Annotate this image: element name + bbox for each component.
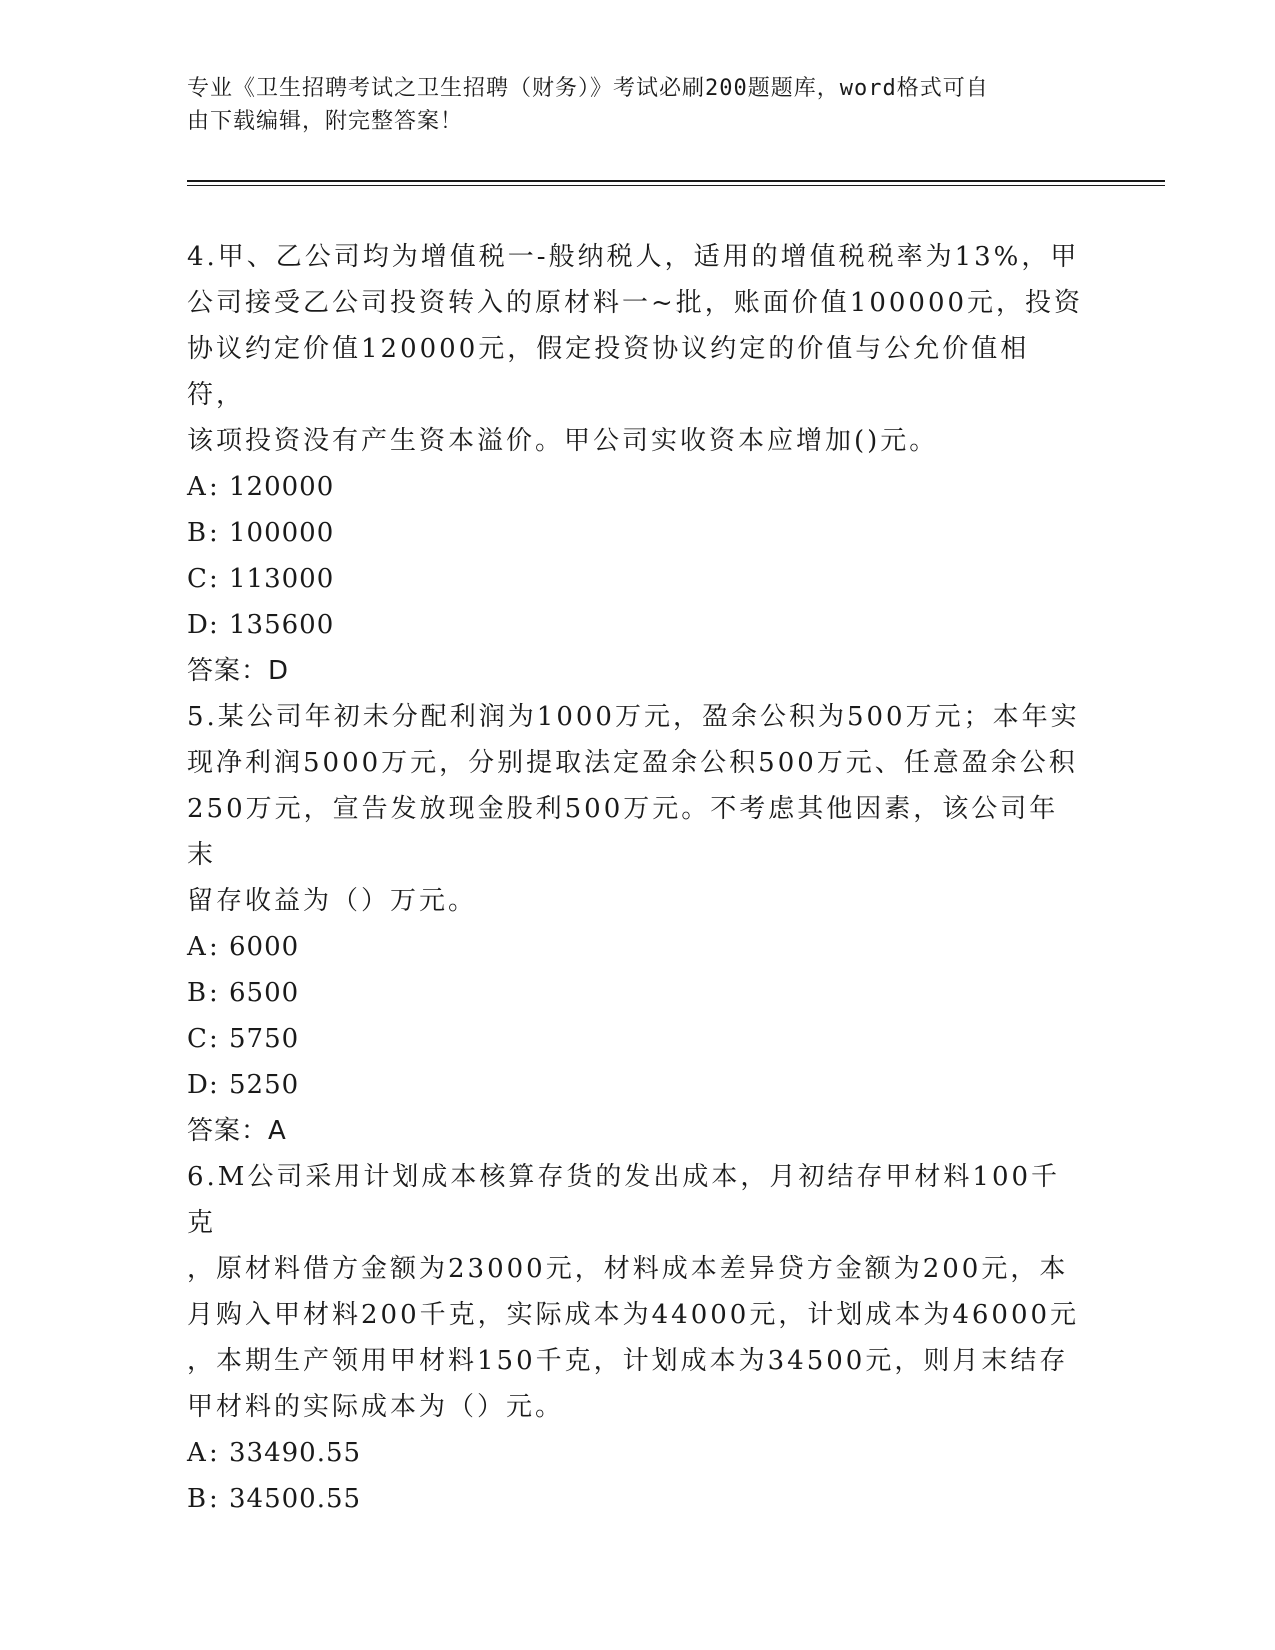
question-line: 留存收益为（）万元。 xyxy=(187,886,478,916)
option-text: 6500 xyxy=(229,978,300,1008)
question-line: 250万元，宣告发放现金股利500万元。不考虑其他因素，该公司年末 xyxy=(187,794,1059,870)
option-c: C: 5750 xyxy=(187,1024,300,1054)
header-divider-thin xyxy=(187,185,1165,186)
option-text: 34500.55 xyxy=(229,1484,362,1514)
question-5 xyxy=(187,694,1087,1154)
question-line: 公司接受乙公司投资转入的原材料一~批，账面价值100000元，投资 xyxy=(187,288,1084,318)
option-b: B: 6500 xyxy=(187,978,300,1008)
option-a: A: 6000 xyxy=(187,932,300,962)
option-text: 113000 xyxy=(229,564,335,594)
option-text: 100000 xyxy=(229,518,335,548)
option-text: 6000 xyxy=(229,932,300,962)
option-d: D: 5250 xyxy=(187,1070,300,1100)
question-4 xyxy=(187,234,1087,694)
question-6 xyxy=(187,1154,1087,1522)
option-b: B: 100000 xyxy=(187,518,335,548)
question-line: 月购入甲材料200千克，实际成本为44000元，计划成本为46000元 xyxy=(187,1300,1080,1330)
option-a: A: 120000 xyxy=(187,472,335,502)
header-line-2: 由下载编辑，附完整答案！ xyxy=(187,109,464,134)
answer-line: 答案：A xyxy=(187,1116,287,1146)
option-text: 135600 xyxy=(229,610,335,640)
option-c: C: 113000 xyxy=(187,564,335,594)
question-line: 4.甲、乙公司均为增值税一-般纳税人，适用的增值税税率为13%，甲 xyxy=(187,242,1080,272)
question-line: 6.M公司采用计划成本核算存货的发出成本，月初结存甲材料100千克 xyxy=(187,1162,1061,1238)
header-line-1: 专业《卫生招聘考试之卫生招聘（财务）》考试必刷200题题库，word格式可自 xyxy=(187,76,989,101)
question-line: ，原材料借方金额为23000元，材料成本差异贷方金额为200元，本 xyxy=(187,1254,1069,1284)
document-header xyxy=(187,72,1067,138)
question-line: 该项投资没有产生资本溢价。甲公司实收资本应增加()元。 xyxy=(187,426,939,456)
option-text: 33490.55 xyxy=(229,1438,362,1468)
answer-line: 答案：D xyxy=(187,656,290,686)
option-text: 5250 xyxy=(229,1070,300,1100)
question-line: 现净利润5000万元，分别提取法定盈余公积500万元、任意盈余公积 xyxy=(187,748,1078,778)
option-text: 5750 xyxy=(229,1024,300,1054)
question-line: 甲材料的实际成本为（）元。 xyxy=(187,1392,565,1422)
option-a: A: 33490.55 xyxy=(187,1438,362,1468)
header-divider-thick xyxy=(187,180,1165,182)
question-line: 5.某公司年初未分配利润为1000万元，盈余公积为500万元；本年实 xyxy=(187,702,1080,732)
option-b: B: 34500.55 xyxy=(187,1484,362,1514)
option-d: D: 135600 xyxy=(187,610,335,640)
question-stem xyxy=(187,1154,1087,1430)
question-line: ，本期生产领用甲材料150千克，计划成本为34500元，则月末结存 xyxy=(187,1346,1069,1376)
question-stem xyxy=(187,694,1087,924)
question-line: 协议约定价值120000元，假定投资协议约定的价值与公允价值相符， xyxy=(187,334,1030,410)
question-stem xyxy=(187,234,1087,464)
option-text: 120000 xyxy=(229,472,335,502)
